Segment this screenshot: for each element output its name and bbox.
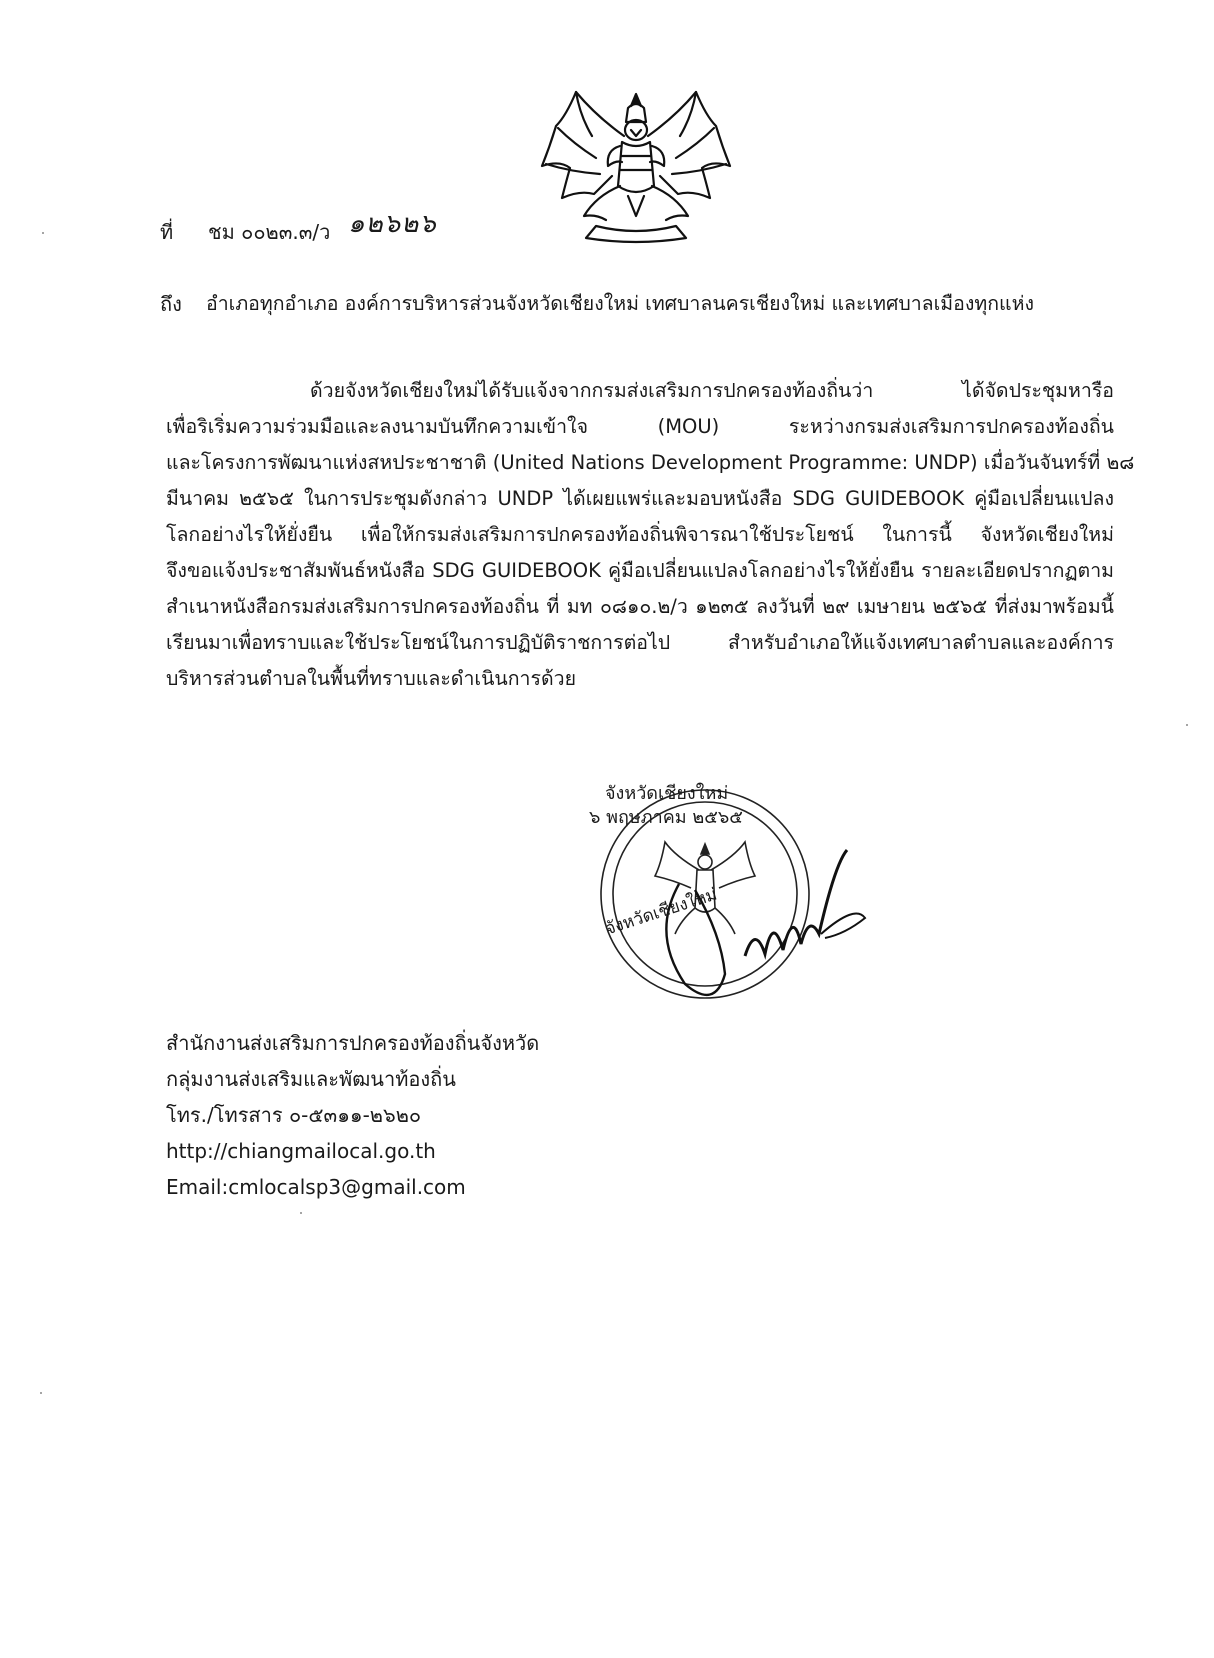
scan-speck — [40, 1392, 42, 1394]
body-line: ด้วยจังหวัดเชียงใหม่ได้รับแจ้งจากกรมส่งเสริมการปกครองท้องถิ่นว่า ได้จัดประชุมหารือ — [310, 379, 1114, 402]
seal-date: ๖ พฤษภาคม ๒๕๖๕ — [589, 807, 743, 828]
body-line: เพื่อริเริ่มความร่วมมือและลงนามบันทึกความเข้าใจ (MOU) ระหว่างกรมส่งเสริมการปกครองท้องถิ่น — [166, 415, 1114, 438]
office-phone: โทร./โทรสาร ๐-๕๓๑๑-๒๖๒๐ — [166, 1103, 422, 1127]
scan-speck — [42, 232, 44, 234]
body-line: เรียนมาเพื่อทราบและใช้ประโยชน์ในการปฏิบัติราชการต่อไป สำหรับอำเภอให้แจ้งเทศบาลตำบลและองค์การ — [166, 631, 1114, 654]
reference-label: ที่ — [160, 220, 174, 244]
body-line: โลกอย่างไรให้ยั่งยืน เพื่อให้กรมส่งเสริมการปกครองท้องถิ่นพิจารณาใช้ประโยชน์ ในการนี้ จังหวัดเชียงใหม่ — [166, 523, 1114, 546]
reference-number: ชม ๐๐๒๓.๓/ว — [208, 220, 331, 244]
garuda-emblem-icon — [536, 86, 736, 246]
scan-speck — [1186, 724, 1188, 726]
body-line: จึงขอแจ้งประชาสัมพันธ์หนังสือ SDG GUIDEBOOK คู่มือเปลี่ยนแปลงโลกอย่างไรให้ยั่งยืน รายละเอียดปรากฏตาม — [166, 559, 1114, 582]
office-email[interactable]: Email:cmlocalsp3@gmail.com — [166, 1175, 466, 1199]
office-group: กลุ่มงานส่งเสริมและพัฒนาท้องถิ่น — [166, 1067, 456, 1091]
scan-speck — [300, 1212, 302, 1214]
seal-ring-text: จังหวัดเชียงใหม่ — [602, 884, 720, 940]
reference-number-handwritten: ๑๒๖๒๖ — [348, 209, 437, 239]
office-name: สำนักงานส่งเสริมการปกครองท้องถิ่นจังหวัด — [166, 1031, 540, 1055]
body-line: มีนาคม ๒๕๖๕ ในการประชุมดังกล่าว UNDP ได้เผยแพร่และมอบหนังสือ SDG GUIDEBOOK คู่มือเปลี่ยนแปลง — [166, 487, 1114, 510]
official-seal — [589, 783, 915, 1014]
body-line: บริหารส่วนตำบลในพื้นที่ทราบและดำเนินการด้วย — [166, 667, 576, 690]
body-line: สำเนาหนังสือกรมส่งเสริมการปกครองท้องถิ่น ที่ มท ๐๘๑๐.๒/ว ๑๒๓๕ ลงวันที่ ๒๙ เมษายน ๒๕๖๕ ที่ส่งมาพร้อมนี้ — [166, 595, 1114, 618]
office-website[interactable]: http://chiangmailocal.go.th — [166, 1139, 436, 1163]
recipient-label: ถึง — [160, 292, 182, 316]
recipient-text: อำเภอทุกอำเภอ องค์การบริหารส่วนจังหวัดเชียงใหม่ เทศบาลนครเชียงใหม่ และเทศบาลเมืองทุกแห่ง — [206, 292, 1034, 315]
seal-province: จังหวัดเชียงใหม่ — [605, 783, 729, 804]
body-line: และโครงการพัฒนาแห่งสหประชาชาติ (United Nations Development Programme: UNDP) เมื่อวันจันทร์ที่ ๒๘ — [166, 451, 1135, 474]
